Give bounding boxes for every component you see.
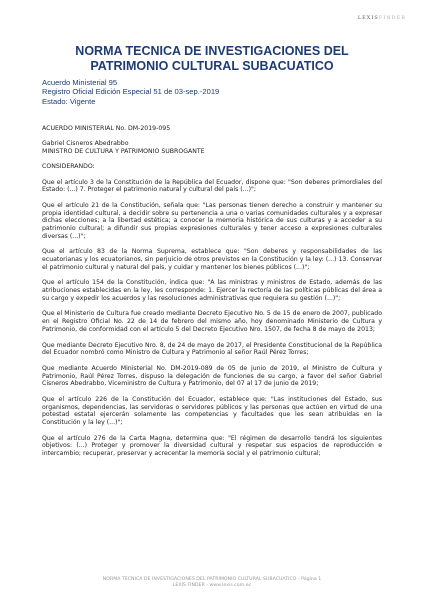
lexis-finder-logo (358, 15, 406, 21)
document-metadata (42, 78, 219, 106)
considerando-heading: CONSIDERANDO: (42, 163, 95, 171)
meta-registry: Registro Oficial Edición Especial 51 de 03-sep.-2019 (42, 87, 220, 97)
signer-name: Gabriel Cisneros Abedrabbo (42, 140, 129, 148)
meta-agreement: Acuerdo Ministerial 95 (42, 78, 118, 87)
title-line-2: PATRIMONIO CULTURAL SUBACUATICO (90, 59, 334, 73)
signer-role: MINISTRO DE CULTURA Y PATRIMONIO SUBROGANTE (42, 148, 205, 156)
logo-text-light: FINDER (378, 15, 406, 21)
paragraph: Que el artículo 83 de la Norma Suprema, establece que: "Son deberes y responsabilidades de las ecuatorianas y los ecuatorianos, sin perjuicio de otros previstos en la Constitución y la ley: (...) 13. Conservar el patrimonio cultural y natural del país, y cuidar y mantener los bienes públicos (...)"; (42, 248, 382, 272)
paragraph: Que el artículo 3 de la Constitución de la República del Ecuador, dispone que: "Son deberes primordiales del Estado: (...) 7. Proteger el patrimonio natural y cultural del país (...)"; (42, 178, 382, 194)
document-body (42, 125, 382, 466)
title-line-1: NORMA TECNICA DE INVESTIGACIONES DEL (75, 44, 349, 58)
paragraph: Que el artículo 21 de la Constitución, señala que: "Las personas tienen derecho a construir y mantener su propia identidad cultural, a decidir sobre su pertenencia a una o varias comunidades culturales y a expresar dichas elecciones; a la libertad estética; a conocer la memoria histórica de sus culturas y a acceder a su patrimonio cultural; a difundir sus propias expresiones culturales y tener acceso a expresiones culturales diversas (...)"; (42, 201, 382, 241)
paragraph: Que el artículo 154 de la Constitución, indica que: "A las ministras y ministros de Estado, además de las atribuciones establecidas en la ley, les corresponde: 1. Ejercer la rectoría de las políticas públicas del área a su cargo y expedir los acuerdos y las resoluciones administrativas que requiera su gestión (...)"; (42, 279, 382, 303)
footer-page-label: NORMA TECNICA DE INVESTIGACIONES DEL PATRIMONIO CULTURAL SUBACUATICO - Página 1 (102, 577, 322, 582)
paragraph: Que el artículo 276 de la Carta Magna, determina que: "El régimen de desarrollo tendrá los siguientes objetivos: (...) Proteger y promover la diversidad cultural y respetar sus espacios de reproducción e intercambio; recuperar, preservar y acrecentar la memoria social y el patrimonio cultural; (42, 434, 382, 458)
meta-status: Estado: Vigente (42, 96, 96, 106)
paragraph: Que mediante Decreto Ejecutivo Nro. 8, de 24 de mayo de 2017, el Presidente Constitucional de la República del Ecuador nombró como Ministro de Cultura y Patrimonio al señor Raúl Pérez Torres; (42, 341, 382, 357)
document-title (0, 44, 424, 74)
logo-text-bold: LEXIS (357, 15, 379, 21)
paragraph: Que el artículo 226 de la Constitución del Ecuador, establece que: "Las instituciones del Estado, sus organismos, dependencias, las servidoras o servidores públicos y las personas que actúen en virtud de una potestad estatal ejercerán solamente las competencias y facultades que les sean atribuidas en la Constitución y la ley (...)"; (42, 395, 382, 427)
paragraph: Que el Ministerio de Cultura fue creado mediante Decreto Ejecutivo No. 5 de 15 de enero de 2007, publicado en el Registro Oficial No. 22 de 14 de febrero del mismo año, hoy denominado Ministerio de Cultura y Patrimonio, de conformidad con el artículo 5 del Decreto Ejecutivo Nro. 1507, de fecha 8 de mayo de 2013; (42, 310, 382, 334)
page-footer (0, 577, 424, 589)
footer-site: LEXIS FINDER - www.lexis.com.ec (172, 583, 252, 588)
paragraph: Que mediante Acuerdo Ministerial No. DM-2019-089 de 05 de junio de 2019, el Ministro de Cultura y Patrimonio, Raúl Pérez Torres, dispuso la delegación de funciones de su cargo, a favor del señor Gabriel Cisneros Abedrabbo, Viceministro de Cultura y Patrimonio, del 07 al 17 de junio de 2019; (42, 364, 382, 388)
agreement-heading: ACUERDO MINISTERIAL No. DM-2019-095 (42, 125, 171, 132)
